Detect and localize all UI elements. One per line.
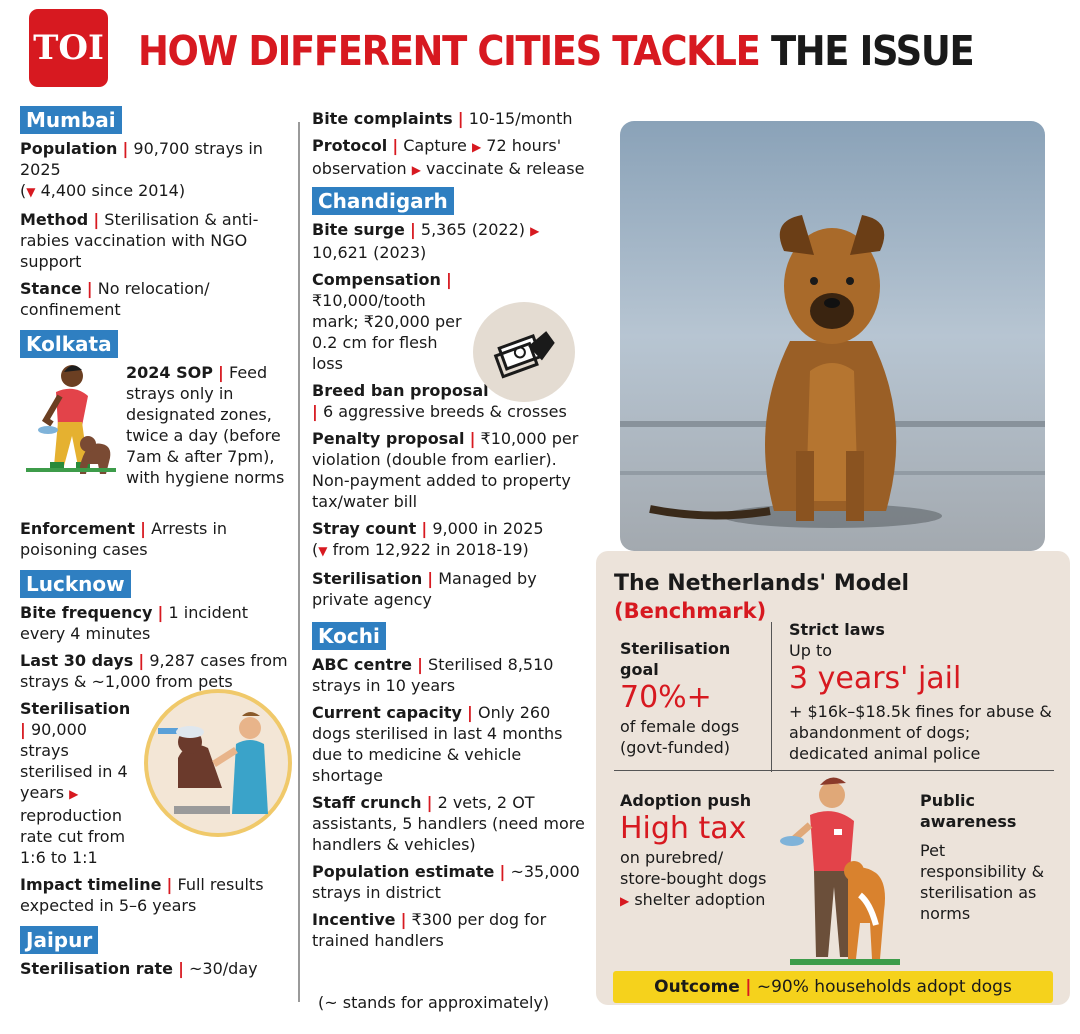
city-jaipur: Jaipur bbox=[20, 926, 98, 954]
city-kochi: Kochi bbox=[312, 622, 386, 650]
kochi-capacity: Current capacity | Only 260 dogs sterilised in last 4 months due to medicine & vehicle shortage bbox=[312, 703, 563, 785]
footnote: (~ stands for approximately) bbox=[318, 993, 550, 1012]
chandigarh-sterilisation: Sterilisation | Managed by private agency bbox=[312, 569, 537, 609]
panel-divider-horizontal bbox=[614, 770, 1054, 771]
kolkata-sop: 2024 SOP | Feed strays only in designated zones, twice a day (before 7am & after 7pm), with hygiene norms bbox=[20, 362, 292, 512]
column-middle bbox=[312, 108, 592, 957]
netherlands-subtitle: (Benchmark) bbox=[614, 599, 767, 623]
netherlands-title: The Netherlands' Model bbox=[614, 571, 910, 596]
right-arrow-icon: ▶ bbox=[620, 894, 630, 908]
outcome-banner: Outcome | ~90% households adopt dogs bbox=[613, 971, 1053, 1003]
jaipur-protocol: Protocol | Capture ▶ 72 hours' observation ▶ vaccinate & release bbox=[312, 136, 585, 178]
puppy-photo bbox=[620, 121, 1045, 551]
feeding-person-illustration bbox=[20, 362, 120, 512]
kochi-staff: Staff crunch | 2 vets, 2 OT assistants, 5 handlers (need more handlers & vehicles) bbox=[312, 793, 585, 854]
person-with-dog-illustration bbox=[770, 775, 910, 970]
jaipur-rate: Sterilisation rate | ~30/day bbox=[20, 959, 258, 978]
mumbai-method: Method | Sterilisation & anti-rabies vaccination with NGO support bbox=[20, 210, 259, 271]
lucknow-impact: Impact timeline | Full results expected in 5–6 years bbox=[20, 875, 264, 915]
city-mumbai: Mumbai bbox=[20, 106, 122, 134]
lucknow-bite: Bite frequency | 1 incident every 4 minutes bbox=[20, 603, 248, 643]
right-arrow-icon: ▶ bbox=[69, 787, 79, 801]
right-arrow-icon: ▶ bbox=[530, 224, 540, 238]
mumbai-population: Population | 90,700 strays in 2025 (▼ 4,400 since 2014) bbox=[20, 139, 263, 200]
kochi-popest: Population estimate | ~35,000 strays in district bbox=[312, 862, 580, 902]
kochi-abc: ABC centre | Sterilised 8,510 strays in 10 years bbox=[312, 655, 554, 695]
headline-red: HOW DIFFERENT CITIES TACKLE bbox=[138, 27, 760, 75]
headline bbox=[138, 27, 973, 75]
toi-logo: TOI bbox=[29, 9, 108, 87]
down-arrow-icon: ▼ bbox=[318, 544, 328, 558]
city-lucknow: Lucknow bbox=[20, 570, 131, 598]
chandigarh-compensation: Compensation | ₹10,000/tooth mark; ₹20,000 per 0.2 cm for flesh loss bbox=[312, 270, 462, 373]
vet-with-dog-illustration bbox=[138, 688, 298, 838]
column-divider bbox=[298, 122, 300, 1002]
right-arrow-icon: ▶ bbox=[471, 140, 482, 154]
chandigarh-surge: Bite surge | 5,365 (2022) ▶ 10,621 (2023) bbox=[312, 220, 540, 262]
jaipur-complaints: Bite complaints | 10-15/month bbox=[312, 109, 573, 128]
nl-adoption: Adoption push High tax on purebred/ store-bought dogs ▶ shelter adoption bbox=[620, 791, 767, 909]
chandigarh-penalty: Penalty proposal | ₹10,000 per violation (double from earlier). Non-payment added to property tax/water bill bbox=[312, 429, 579, 511]
nl-sterilisation: Sterilisation goal 70%+ of female dogs (govt-funded) bbox=[620, 639, 740, 757]
nl-awareness: Public awareness Pet responsibility & sterilisation as norms bbox=[920, 791, 1045, 923]
city-chandigarh: Chandigarh bbox=[312, 187, 454, 215]
mumbai-stance: Stance | No relocation/ confinement bbox=[20, 279, 210, 319]
column-left bbox=[20, 106, 292, 985]
lucknow-sterilisation: Sterilisation | 90,000 strays sterilised in 4 years ▶ reproduction rate cut from 1:6 to 1:1 bbox=[20, 698, 292, 868]
headline-dark: THE ISSUE bbox=[770, 27, 974, 75]
kolkata-enforcement: Enforcement | Arrests in poisoning cases bbox=[20, 519, 228, 559]
panel-divider-vertical bbox=[771, 622, 772, 772]
nl-laws: Strict laws Up to 3 years' jail + $16k–$18.5k fines for abuse & abandonment of dogs; dedicated animal police bbox=[789, 620, 1052, 763]
right-arrow-icon: ▶ bbox=[411, 163, 421, 177]
money-hand-icon bbox=[473, 302, 575, 402]
chandigarh-stray: Stray count | 9,000 in 2025 (▼ from 12,922 in 2018-19) bbox=[312, 519, 544, 559]
city-kolkata: Kolkata bbox=[20, 330, 118, 358]
chandigarh-breed: Breed ban proposal | 6 aggressive breeds & crosses bbox=[312, 381, 567, 421]
kochi-incentive: Incentive | ₹300 per dog for trained handlers bbox=[312, 910, 547, 950]
down-arrow-icon: ▼ bbox=[26, 185, 36, 199]
lucknow-last30: Last 30 days | 9,287 cases from strays & ~1,000 from pets bbox=[20, 651, 288, 691]
